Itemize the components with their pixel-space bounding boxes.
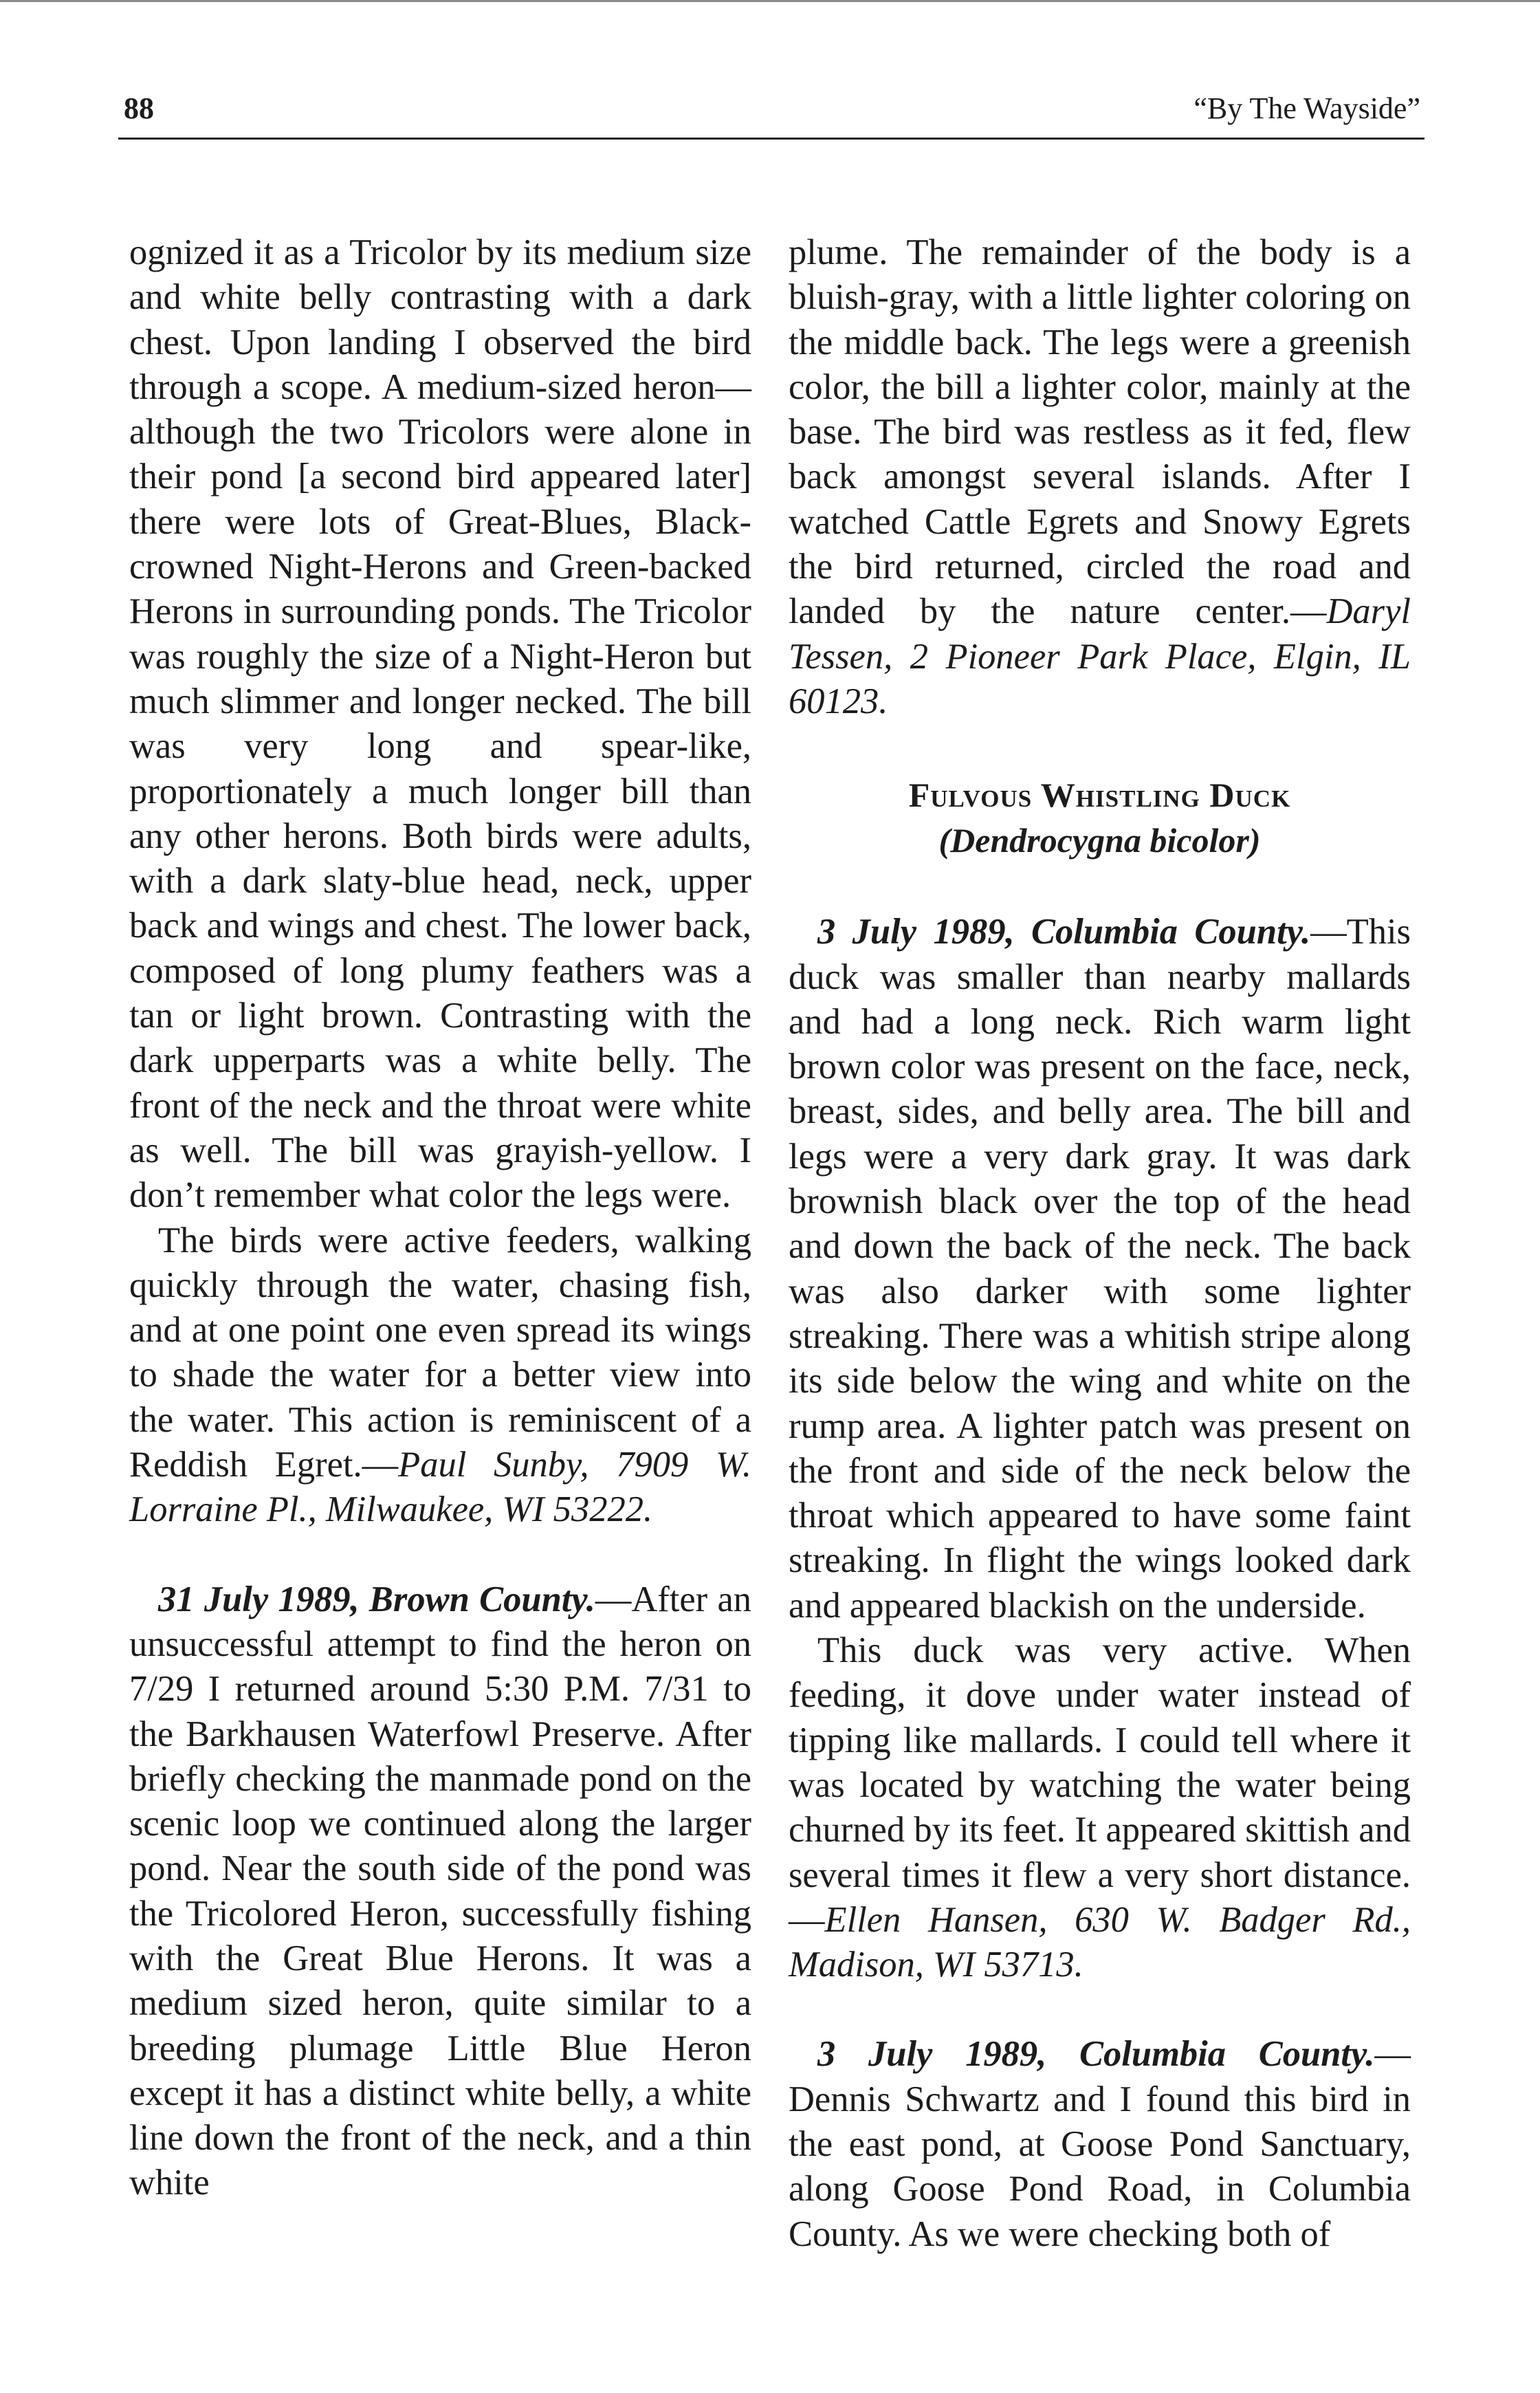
record-date: 3 July 1989, Columbia County. bbox=[817, 912, 1311, 952]
paragraph bbox=[789, 230, 1411, 724]
right-column bbox=[789, 230, 1411, 2257]
paragraph: ognized it as a Tricolor by its medium size and white belly contrasting with a dark chest. Upon landing I observed the bird through a scope. A medium-sized heron—although the two Tricolors were alone in their pond [a second bird appeared later] there were lots of Great-Blues, Black-crowned Night-Herons and Green-backed Herons in surrounding ponds. The Tricolor was roughly the size of a Night-Heron but much slimmer and longer necked. The bill was very long and spear-like, proportionately a much longer bill than any other herons. Both birds were adults, with a dark slaty-blue head, neck, upper back and wings and chest. The lower back, composed of long plumy feathers was a tan or light brown. Contrasting with the dark upperparts was a white belly. The front of the neck and the throat were white as well. The bill was grayish-yellow. I don’t remember what color the legs were. bbox=[129, 232, 751, 1216]
paragraph bbox=[789, 2032, 1411, 2256]
paragraph-text: This duck was very active. When feeding, it dove under water instead of tipping like mallards. I could tell where it was located by watching the water being churned by its feet. It appeared skittish and several times it flew a very short distance.— bbox=[789, 1630, 1411, 1940]
author-signature: Ellen Hansen, 630 W. Badger Rd., Madison, WI 53713. bbox=[789, 1899, 1411, 1985]
paragraph-text: —Dennis Schwartz and I found this bird in the east pond, at Goose Pond Sanctuary, along Goose Pond Road, in Columbia County. As we were checking both of bbox=[789, 2034, 1411, 2254]
running-title: “By The Wayside” bbox=[1194, 91, 1420, 125]
author-signature: Daryl Tessen, 2 Pioneer Park Place, Elgin, IL 60123. bbox=[789, 591, 1411, 721]
left-column bbox=[129, 230, 751, 2206]
paragraph-text: plume. The remainder of the body is a bluish-gray, with a little lighter coloring on the middle back. The legs were a greenish color, the bill a lighter color, mainly at the base. The bird was restless as it fed, flew back amongst several islands. After I watched Cattle Egrets and Snowy Egrets the bird returned, circled the road and landed by the nature center.— bbox=[789, 232, 1411, 632]
species-heading bbox=[789, 772, 1411, 863]
top-edge-rule bbox=[0, 0, 1540, 2]
paragraph bbox=[129, 1219, 751, 1533]
paragraph bbox=[789, 1628, 1411, 1987]
paragraph-text: The birds were active feeders, walking quickly through the water, chasing fish, and at one point one even spread its wings to shade the water for a better view into the water. This action is reminiscent of a Reddish Egret.— bbox=[129, 1220, 751, 1485]
paragraph-text: —After an unsuccessful attempt to find the heron on 7/29 I returned around 5:30 P.M. 7/31 to the Barkhausen Waterfowl Preserve. After briefly checking the manmade pond on the scenic loop we continued along the larger pond. Near the south side of the pond was the Tricolored Heron, successfully fishing with the Great Blue Herons. It was a medium sized heron, quite similar to a breeding plumage Little Blue Heron except it has a distinct white belly, a white line down the front of the neck, and a thin white bbox=[129, 1579, 751, 2203]
author-signature: Paul Sunby, 7909 W. Lorraine Pl., Milwaukee, WI 53222. bbox=[129, 1445, 751, 1530]
page-number: 88 bbox=[124, 91, 154, 125]
paragraph bbox=[129, 1577, 751, 2206]
record-date: 3 July 1989, Columbia County. bbox=[817, 2034, 1375, 2075]
record-date: 31 July 1989, Brown County. bbox=[158, 1579, 595, 1619]
paragraph bbox=[789, 910, 1411, 1628]
species-common-name: Fulvous Whistling Duck bbox=[908, 776, 1291, 815]
paragraph-text: —This duck was smaller than nearby mallards and had a long neck. Rich warm light brown color was present on the face, neck, breast, sides, and belly area. The bill and legs were a very dark gray. It was dark brownish black over the top of the head and down the back of the neck. The back was also darker with some lighter streaking. There was a whitish stripe along its side below the wing and white on the rump area. A lighter patch was present on the front and side of the neck below the throat which appeared to have some faint streaking. In flight the wings looked dark and appeared blackish on the underside. bbox=[789, 912, 1411, 1626]
page-header bbox=[118, 88, 1424, 140]
species-scientific-name: (Dendrocygna bicolor) bbox=[938, 821, 1261, 860]
